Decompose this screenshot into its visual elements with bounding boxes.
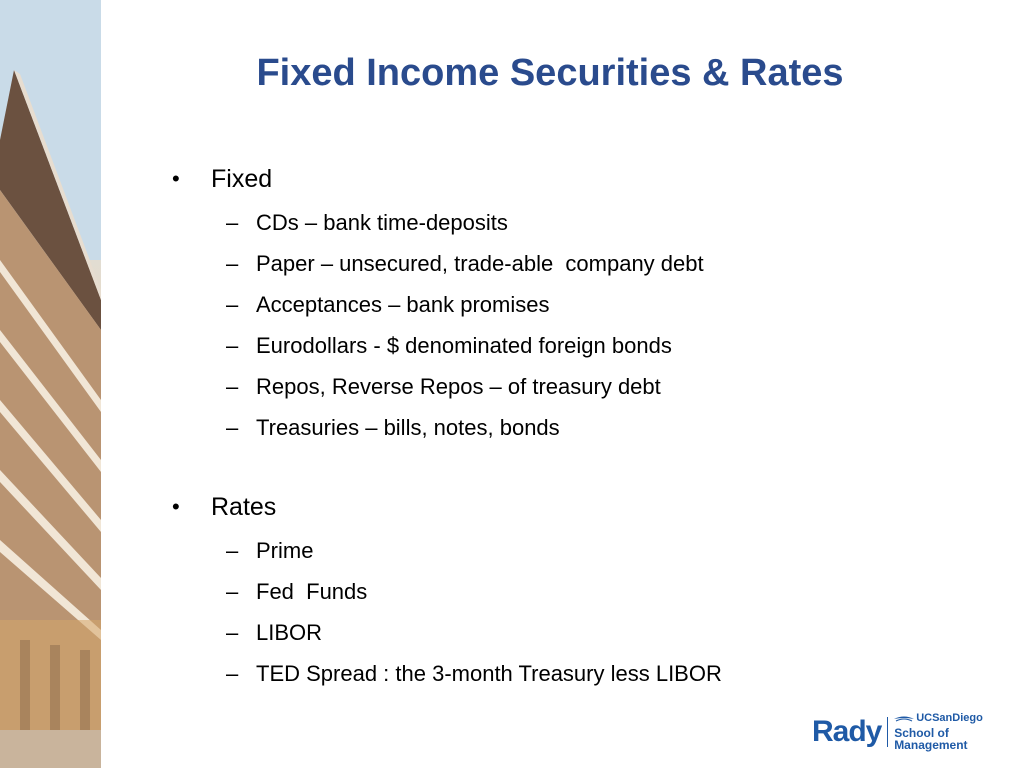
- list-item: [172, 284, 704, 325]
- item-text: CDs – bank time-deposits: [256, 209, 508, 235]
- item-text: TED Spread : the 3-month Treasury less LIBOR: [256, 660, 722, 686]
- list-item: [172, 366, 704, 407]
- list-item: [172, 612, 722, 653]
- logo-school-text: School of Management: [894, 726, 968, 752]
- logo-rady-text: Rady: [812, 715, 882, 748]
- logo-divider: [887, 717, 888, 747]
- item-text: Paper – unsecured, trade-able company debt: [256, 250, 704, 276]
- dash-icon: –: [226, 373, 239, 399]
- item-text: Eurodollars - $ denominated foreign bonds: [256, 332, 672, 358]
- trident-icon: [894, 715, 914, 723]
- logo-ucsd: [894, 713, 1002, 724]
- dash-icon: –: [226, 291, 239, 317]
- heading-text: Rates: [211, 492, 277, 521]
- item-text: Prime: [256, 537, 314, 563]
- bullet-icon: •: [172, 166, 180, 191]
- item-text: Acceptances – bank promises: [256, 291, 550, 317]
- dash-icon: –: [226, 578, 239, 604]
- list-item: [172, 202, 704, 243]
- rady-logo: [812, 714, 1002, 750]
- section-fixed: [172, 162, 704, 448]
- item-text: Fed Funds: [256, 578, 368, 604]
- building-illustration-icon: [0, 0, 101, 768]
- list-item: [172, 325, 704, 366]
- dash-icon: –: [226, 414, 239, 440]
- list-item: [172, 243, 704, 284]
- dash-icon: –: [226, 619, 239, 645]
- logo-ucsd-text: UCSanDiego: [916, 712, 983, 724]
- bullet-heading: [172, 490, 722, 524]
- logo-subtext: [894, 713, 1002, 751]
- slide-title: Fixed Income Securities & Rates: [256, 52, 844, 94]
- dash-icon: –: [226, 250, 239, 276]
- dash-icon: –: [226, 332, 239, 358]
- item-text: LIBOR: [256, 619, 323, 645]
- section-rates: [172, 490, 722, 694]
- sub-list: [172, 530, 722, 694]
- list-item: [172, 571, 722, 612]
- heading-text: Fixed: [211, 164, 273, 193]
- bullet-heading: [172, 162, 704, 196]
- list-item: [172, 530, 722, 571]
- building-photo: [0, 0, 101, 768]
- list-item: [172, 407, 704, 448]
- item-text: Treasuries – bills, notes, bonds: [256, 414, 560, 440]
- sub-list: [172, 202, 704, 448]
- dash-icon: –: [226, 209, 239, 235]
- dash-icon: –: [226, 660, 239, 686]
- item-text: Repos, Reverse Repos – of treasury debt: [256, 373, 661, 399]
- dash-icon: –: [226, 537, 239, 563]
- list-item: [172, 653, 722, 694]
- bullet-icon: •: [172, 494, 180, 519]
